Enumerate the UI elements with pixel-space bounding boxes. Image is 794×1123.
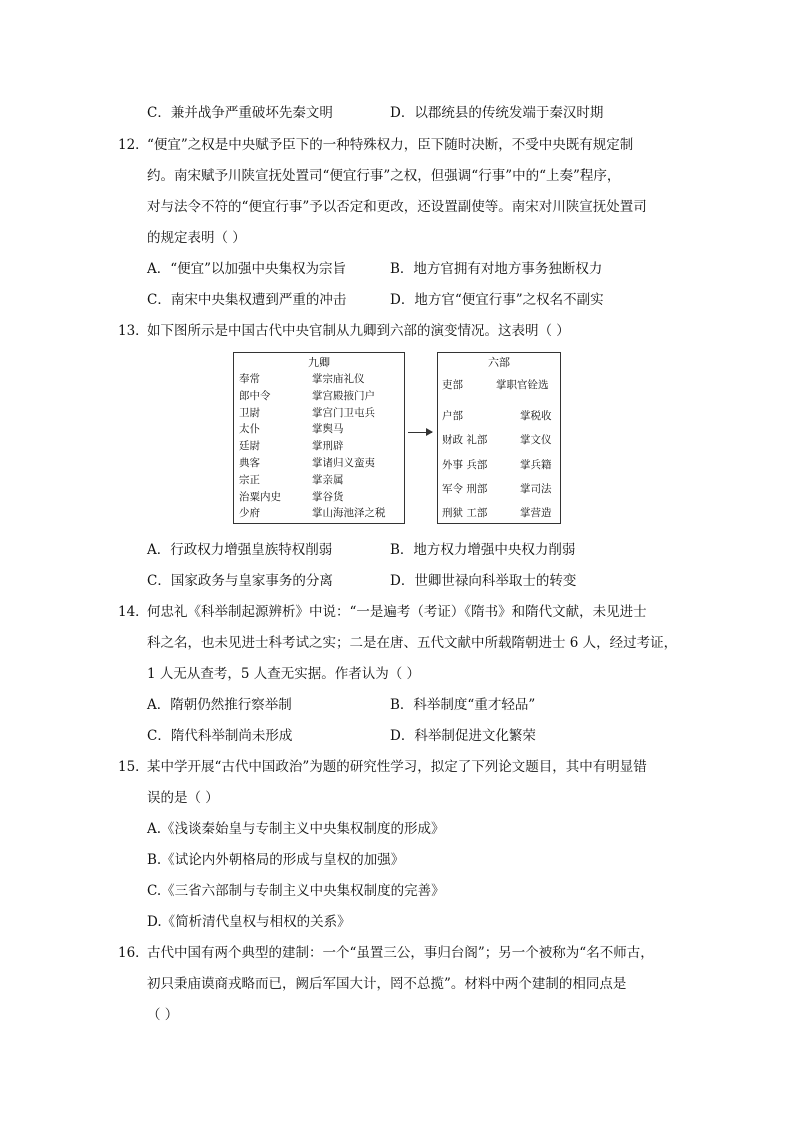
- q11-option-c: C．兼并战争严重破坏先秦文明: [147, 105, 333, 121]
- q12-stem-line-3: 对与法令不符的“便宜行事”予以否定和更改，还设置副使等。南宋对川陕宣抚处置司: [147, 199, 647, 215]
- minister-duty: 掌宫殿掖门户: [312, 389, 375, 402]
- minister-name: 治粟内史: [239, 490, 281, 503]
- minister-name: 太仆: [239, 423, 260, 436]
- q13-option-c: C．国家政务与皇家事务的分离: [147, 573, 333, 589]
- q15-option-b: B.《试论内外朝格局的形成与皇权的加强》: [147, 852, 405, 868]
- six-ministries-box: [437, 352, 561, 524]
- q14-stem-line-1: 何忠礼《科举制起源辨析》中说：“一是遍考（考证）《隋书》和隋代文献，未见进士: [147, 604, 647, 620]
- q12-option-a: A．“便宜”以加强中央集权为宗旨: [147, 261, 347, 277]
- q16-stem-line-1: 古代中国有两个典型的建制：一个“虽置三公，事归台阁”；另一个被称为“名不师古，: [147, 945, 654, 961]
- nine-ministers-box: [233, 352, 405, 524]
- q13-option-b: B．地方权力增强中央权力削弱: [390, 542, 576, 558]
- q14-option-c: C．隋代科举制尚未形成: [147, 728, 293, 744]
- q16-stem-line-3: （ ）: [147, 1007, 179, 1023]
- ministry-duty: 掌司法: [520, 483, 552, 495]
- q16-stem-line-2: 初只秉庙谟商戎略而已，阙后军国大计，罔不总揽”。材料中两个建制的相同点是: [147, 976, 627, 992]
- minister-name: 郎中令: [239, 389, 271, 402]
- minister-name: 少府: [239, 507, 260, 520]
- q14-number: 14．: [118, 604, 149, 620]
- ministry-duty: 掌兵籍: [520, 459, 552, 471]
- minister-name: 典客: [239, 457, 260, 469]
- nine-ministers-title: 九卿: [308, 356, 330, 369]
- ministry-duty: 掌文仪: [520, 434, 552, 446]
- q13-option-a: A．行政权力增强皇族特权削弱: [147, 542, 333, 558]
- q12-option-b: B．地方官拥有对地方事务独断权力: [390, 261, 603, 277]
- minister-duty: 掌亲属: [312, 473, 344, 486]
- q13-stem: 如下图所示是中国古代中央官制从九卿到六部的演变情况。这表明（ ）: [147, 323, 570, 339]
- minister-name: 奉常: [239, 373, 260, 385]
- q15-stem-line-1: 某中学开展“古代中国政治”为题的研究性学习，拟定了下列论文题目，其中有明显错: [147, 759, 647, 775]
- q14-option-a: A．隋朝仍然推行察举制: [147, 697, 292, 713]
- evolution-arrow-icon: [408, 432, 432, 433]
- minister-name: 廷尉: [239, 440, 260, 453]
- ministry-name: 外事 兵部: [442, 459, 488, 471]
- ministry-name: 户部: [442, 410, 463, 422]
- ministry-duty: 掌营造: [520, 507, 552, 519]
- minister-duty: 掌山海池泽之税: [312, 507, 386, 520]
- q15-option-d: D.《简析清代皇权与相权的关系》: [147, 914, 351, 930]
- q12-number: 12．: [118, 137, 149, 153]
- q12-stem-line-2: 约。南宋赋予川陕宣抚处置司“便宜行事”之权，但强调“行事”中的“上奏”程序，: [147, 168, 621, 184]
- q15-option-a: A.《浅谈秦始皇与专制主义中央集权制度的形成》: [147, 821, 445, 837]
- q16-number: 16．: [118, 945, 149, 961]
- q12-option-d: D．地方官“便宜行事”之权名不副实: [390, 292, 604, 308]
- q12-option-c: C．南宋中央集权遭到严重的冲击: [147, 292, 347, 308]
- q14-stem-line-3: 1 人无从查考，5 人查无实据。作者认为（ ）: [147, 666, 421, 682]
- minister-name: 宗正: [239, 473, 260, 486]
- ministry-name: 刑狱 工部: [442, 507, 488, 519]
- q15-number: 15．: [118, 759, 149, 775]
- q14-option-d: D．科举制促进文化繁荣: [390, 728, 536, 744]
- six-ministries-title: 六部: [488, 356, 510, 369]
- ministry-duty: 掌税收: [520, 410, 552, 422]
- q12-stem-line-4: 的规定表明（ ）: [147, 230, 246, 246]
- minister-duty: 掌宗庙礼仪: [312, 373, 365, 385]
- minister-duty: 掌宫门卫屯兵: [312, 406, 375, 419]
- q12-stem-line-1: “便宜”之权是中央赋予臣下的一种特殊权力，臣下随时决断，不受中央既有规定制: [147, 137, 634, 153]
- ministry-name: 吏部: [442, 379, 463, 391]
- q14-stem-line-2: 科之名，也未见进士科考试之实；二是在唐、五代文献中所载隋朝进士 6 人，经过考证，: [147, 635, 678, 651]
- q15-option-c: C.《三省六部制与专制主义中央集权制度的完善》: [147, 883, 445, 899]
- ministry-duty: 掌职官铨选: [496, 379, 549, 391]
- q13-number: 13．: [118, 323, 149, 339]
- q11-option-d: D．以郡统县的传统发端于秦汉时期: [390, 105, 604, 121]
- q13-option-d: D．世卿世禄向科举取士的转变: [390, 573, 577, 589]
- minister-duty: 掌舆马: [312, 423, 344, 436]
- ministry-name: 财政 礼部: [442, 434, 488, 446]
- ministry-name: 军令 刑部: [442, 483, 488, 495]
- minister-duty: 掌诸归义蛮夷: [312, 457, 375, 469]
- minister-duty: 掌谷货: [312, 490, 344, 503]
- q14-option-b: B．科举制度“重才轻品”: [390, 697, 536, 713]
- q15-stem-line-2: 误的是（ ）: [147, 790, 219, 806]
- minister-duty: 掌刑辟: [312, 440, 344, 453]
- minister-name: 卫尉: [239, 406, 260, 419]
